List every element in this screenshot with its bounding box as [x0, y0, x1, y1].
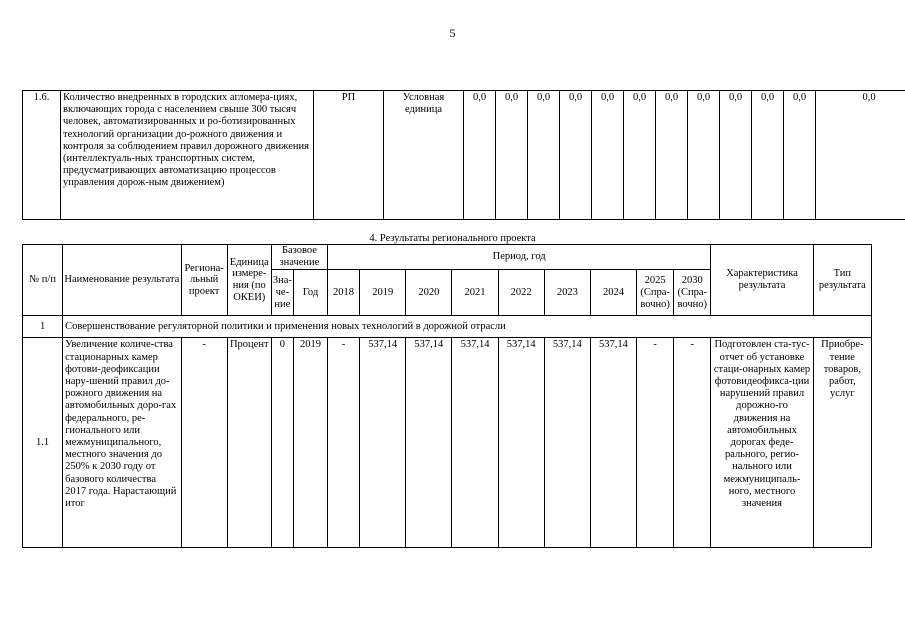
header-base-value: Зна-че-ние — [271, 270, 293, 316]
indicator-value: 0,0 — [720, 91, 752, 220]
result-value: 537,14 — [406, 338, 452, 548]
result-value: 537,14 — [544, 338, 590, 548]
indicator-value: 0,0 — [752, 91, 784, 220]
header-year: 2020 — [406, 270, 452, 316]
header-characteristic: Характеристика результата — [711, 245, 813, 316]
indicator-unit: Условная единица — [384, 91, 464, 220]
table-row — [23, 338, 872, 548]
header-name: Наименование результата — [63, 245, 181, 316]
result-number: 1.1 — [23, 338, 63, 548]
result-type: Приобре-тение товаров, работ, услуг — [813, 338, 871, 548]
group-number: 1 — [23, 316, 63, 338]
group-title: Совершенствование регуляторной политики и применения новых технологий в дорожной отрасли — [63, 316, 872, 338]
section-title: 4. Результаты регионального проекта — [369, 233, 536, 244]
result-base-year: 2019 — [293, 338, 327, 548]
indicator-name: Количество внедренных в городских агломера-циях, включающих города с населением свыше 300 тысяч человек, автоматизированных и ро-ботизированных технологий организации до-рожного движения и контроля за соблюдением правил дорожного движения (интеллектуаль-ных транспортных систем, предусматривающих автоматизацию процессов управления дорож-ным движением) — [61, 91, 314, 220]
header-base-year: Год — [293, 270, 327, 316]
header-year: 2025 (Спра-вочно) — [637, 270, 674, 316]
indicator-value: 0,0 — [816, 91, 905, 220]
result-value: - — [328, 338, 360, 548]
header-type: Тип результата — [813, 245, 871, 316]
indicator-number: 1.6. — [23, 91, 61, 220]
indicator-level: РП — [314, 91, 384, 220]
indicator-value: 0,0 — [656, 91, 688, 220]
table-row — [23, 91, 905, 220]
indicator-value: 0,0 — [624, 91, 656, 220]
indicator-value: 0,0 — [528, 91, 560, 220]
result-value: 537,14 — [498, 338, 544, 548]
results-table — [22, 244, 872, 548]
header-year: 2030 (Спра-вочно) — [674, 270, 711, 316]
header-year: 2018 — [328, 270, 360, 316]
result-characteristic: Подготовлен ста-тус-отчет об установке стаци-онарных камер фотовидеофикса-ции нарушений правил дорожно-го движения на автомобильных дорогах феде-рального, регио-нального или межмуниципаль-ного, местного значения — [711, 338, 813, 548]
result-regional: - — [181, 338, 227, 548]
result-unit: Процент — [227, 338, 271, 548]
header-year: 2022 — [498, 270, 544, 316]
result-base-value: 0 — [271, 338, 293, 548]
header-unit: Единица измере-ния (по ОКЕИ) — [227, 245, 271, 316]
page-number: 5 — [449, 26, 456, 40]
indicator-value: 0,0 — [464, 91, 496, 220]
header-year: 2021 — [452, 270, 498, 316]
indicators-table — [22, 90, 905, 220]
header-year: 2023 — [544, 270, 590, 316]
indicator-value: 0,0 — [688, 91, 720, 220]
result-value: 537,14 — [360, 338, 406, 548]
result-value: - — [637, 338, 674, 548]
indicator-value: 0,0 — [496, 91, 528, 220]
result-value: - — [674, 338, 711, 548]
header-base: Базовое значение — [271, 245, 327, 270]
indicator-value: 0,0 — [560, 91, 592, 220]
header-year: 2019 — [360, 270, 406, 316]
result-name: Увеличение количе-ства стационарных камер фотови-деофиксации нару-шений правил до-рожного движения на автомобильных доро-гах федерального, ре-гионального или межмуниципального, местного значения до 250% к 2030 году от базового количества 2017 года. Нарастающий итог — [63, 338, 181, 548]
header-period: Период, год — [328, 245, 711, 270]
header-number: № п/п — [23, 245, 63, 316]
header-year: 2024 — [590, 270, 636, 316]
indicator-value: 0,0 — [592, 91, 624, 220]
result-value: 537,14 — [452, 338, 498, 548]
table-header-row — [23, 245, 872, 270]
header-regional: Регионa-льный проект — [181, 245, 227, 316]
result-value: 537,14 — [590, 338, 636, 548]
table-row — [23, 316, 872, 338]
indicator-value: 0,0 — [784, 91, 816, 220]
